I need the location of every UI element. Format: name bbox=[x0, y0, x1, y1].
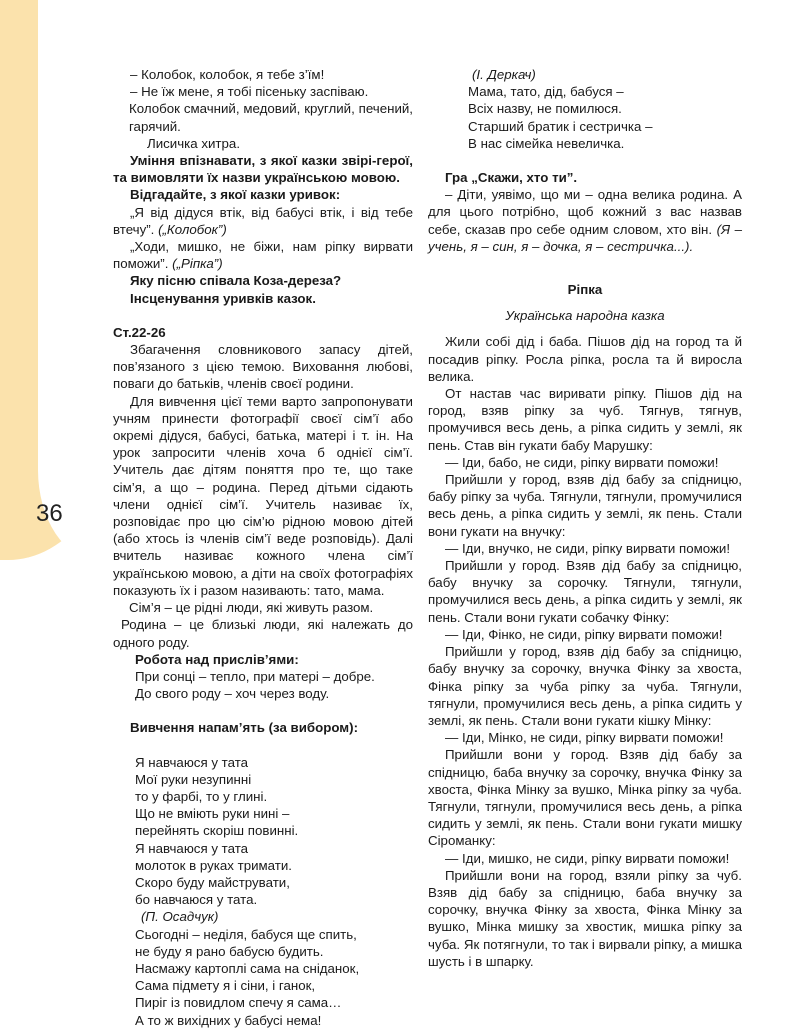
tale-paragraph: Прийшли вони у город. Взяв дід бабу за спідницю, баба внучку за сорочку, внучка Фінку за хвоста, Фінка Мінку за вушко, Мінка ріпку за чуба. Тягнули, тягнули, промучилися весь день, а ріпка сидить у землі, як пень. Стали вони гукати мишку Сіроманку: bbox=[428, 747, 742, 849]
task-heading: Робота над прислів’ями: bbox=[135, 651, 299, 667]
tale-paragraph: Прийшли вони на город, взяли ріпку за чуб. Взяв дід бабу за спідницю, баба внучку за сорочку, внучка Фінку за хвоста, Фінка Мінку за вушко, Мінка мишку за хвостик, мишка ріпку за чуба. Як потягнули, то так і вирвали ріпку, а мишка шусть і в шпарку. bbox=[428, 867, 742, 969]
text-line: Лисичка хитра. bbox=[147, 135, 241, 151]
tale-paragraph: От настав час виривати ріпку. Пішов дід на город, взяв ріпку за чуб. Тягнув, тягнув, промучився весь день, а ріпка сидить у землі, як пень. Став він гукати бабу Марушку: bbox=[428, 386, 742, 453]
poem-line: Мої руки незупинні bbox=[135, 771, 252, 787]
proverb: При сонці – тепло, при матері – добре. bbox=[135, 668, 375, 684]
poem-line: Що не вміють руки нині – bbox=[135, 806, 290, 822]
poem-line: Пиріг із повидлом спечу я сама… bbox=[135, 995, 342, 1011]
page-number: 36 bbox=[36, 500, 63, 527]
task-heading: Інсценування уривків казок. bbox=[130, 290, 316, 306]
tale-subtitle: Українська народна казка bbox=[505, 308, 665, 324]
dialogue-line: – Колобок, колобок, я тебе з’їм! bbox=[130, 67, 325, 82]
poem-1 bbox=[113, 754, 413, 1029]
poem-line: А то ж вихідних у бабусі нема! bbox=[135, 1012, 322, 1028]
poem-line: то у фарбі, то у глині. bbox=[135, 788, 268, 804]
tale-dialogue: — Іди, Мінко, не сиди, ріпку вирвати поможи! bbox=[445, 730, 724, 746]
definition: Родина – це близькі люди, які належать до одного роду. bbox=[113, 617, 413, 650]
poem-family bbox=[428, 83, 742, 152]
tale-paragraph: Прийшли у город, взяв дід бабу за спідницю, бабу ріпку за чуба. Тягнули, тягнули, промучилися весь день, а ріпка сидить у землі, як пень. Стали вони гукати на внучку: bbox=[428, 472, 742, 539]
tale-dialogue: — Іди, мишко, не сиди, ріпку вирвати поможи! bbox=[445, 850, 730, 866]
tale-dialogue: — Іди, внучко, не сиди, ріпку вирвати поможи! bbox=[445, 540, 731, 556]
task-heading: Вивчення напам’ять (за вибором): bbox=[130, 720, 358, 736]
tale-dialogue: — Іди, Фінко, не сиди, ріпку вирвати поможи! bbox=[445, 626, 723, 642]
quote-text: „Я від дідуся втік, від бабусі втік, і від тебе втечу”. bbox=[113, 204, 413, 237]
poem-line: бо навчаюся у тата. bbox=[135, 892, 258, 908]
paragraph: Для вивчення цієї теми варто запропонувати учням принести фотографії своєї сім’ї або окремі дідуся, бабусі, батька, матері і т. ін. На урок запросити членів хоча б однієї сім’ї. Учитель дає дітям поняття про те, що таке сім’я, а що – родина. Перед дітьми сідають члени однієї сім’ї. Учитель називає їх, розповідає про цю сім’ю рідною мовою дітей (або хтось із членів сім’ї веде розповідь). Далі вчитель називає кожного члена сім’ї українською мовою, а діти на своїх фотографіях показують їх і разом називають: тато, мама. bbox=[113, 393, 413, 598]
quote-source: („Ріпка”) bbox=[172, 256, 223, 272]
paragraph: Збагачення словникового запасу дітей, пов’язаного з цією темою. Виховання любові, поваги до батьків, членів своєї родини. bbox=[113, 342, 413, 392]
game-paragraph bbox=[428, 186, 742, 255]
poem-line: Я навчаюся у тата bbox=[135, 754, 249, 770]
tale-paragraph: Жили собі дід і баба. Пішов дід на город та й посадив ріпку. Росла ріпка, росла та й виросла велика. bbox=[428, 334, 742, 384]
poem-line: Скоро буду майструвати, bbox=[135, 874, 290, 890]
definition: Сім’я – це рідні люди, які живуть разом. bbox=[129, 600, 374, 616]
right-column bbox=[428, 66, 742, 970]
text-line: Колобок смачний, медовий, круглий, печений, гарячий. bbox=[129, 101, 413, 134]
tale-paragraph: Прийшли у город. Взяв дід бабу за спідницю, бабу внучку за сорочку. Тягнули, тягнули, промучилися весь день, а ріпка сидить у землі, як пень. Стали вони гукати собачку Фінку: bbox=[428, 558, 742, 625]
tale-dialogue: — Іди, бабо, не сиди, ріпку вирвати поможи! bbox=[445, 454, 719, 470]
game-text: – Діти, уявімо, що ми – одна велика родина. А для цього потрібно, щоб кожний з вас назвав себе, сказав про себе одним словом, хто він. bbox=[428, 187, 742, 237]
game-title: Гра „Скажи, хто ти”. bbox=[445, 170, 578, 186]
poem-author: (П. Осадчук) bbox=[141, 909, 219, 925]
poem-line: Старший братик і сестричка – bbox=[468, 118, 653, 134]
proverb: До свого роду – хоч через воду. bbox=[135, 686, 330, 702]
tale-paragraph: Прийшли у город, взяв дід бабу за спідницю, бабу внучку за сорочку, внучка Фінку за хвоста, Фінка ріпку за чуба ріпку за чуба. Тягнули, тягнули, промучилися весь день, а ріпка сидить у землі, як пень. Стали вони гукати кішку Мінку: bbox=[428, 644, 742, 728]
quote-paragraph bbox=[113, 204, 413, 238]
tale-title: Ріпка bbox=[567, 282, 603, 298]
quote-source: („Колобок”) bbox=[158, 221, 227, 237]
left-column bbox=[113, 66, 413, 1029]
poem-author: (І. Деркач) bbox=[472, 67, 536, 82]
poem-line: молоток в руках тримати. bbox=[135, 857, 292, 873]
poem-line: Сьогодні – неділя, бабуся ще спить, bbox=[135, 926, 357, 942]
poem-line: Сама підмету я і сіни, і ганок, bbox=[135, 978, 316, 994]
task-heading: Яку пісню співала Коза-дереза? bbox=[130, 273, 342, 289]
quote-text: „Ходи, мишко, не біжи, нам ріпку вирвати поможи”. bbox=[113, 239, 413, 272]
quote-paragraph bbox=[113, 238, 413, 272]
task-heading: Відгадайте, з якої казки уривок: bbox=[130, 187, 341, 203]
poem-line: Я навчаюся у тата bbox=[135, 840, 249, 856]
section-heading: Ст.22-26 bbox=[113, 324, 166, 340]
poem-line: перейнять скоріш повинні. bbox=[135, 823, 299, 839]
dialogue-line: – Не їж мене, я тобі пісеньку заспіваю. bbox=[130, 84, 369, 100]
poem-line: Насмажу картоплі сама на сніданок, bbox=[135, 960, 360, 976]
poem-line: Всіх назву, не помилюся. bbox=[468, 101, 622, 117]
poem-line: В нас сімейка невеличка. bbox=[468, 135, 625, 151]
poem-line: Мама, тато, дід, бабуся – bbox=[468, 84, 624, 100]
game-examples: (Я – учень, я – син, я – дочка, я – сестричка...). bbox=[428, 221, 742, 254]
task-heading: Уміння впізнавати, з якої казки звірі-герої, та вимовляти їх назви українською мовою. bbox=[113, 153, 413, 186]
poem-line: не буду я рано бабусю будить. bbox=[135, 943, 324, 959]
